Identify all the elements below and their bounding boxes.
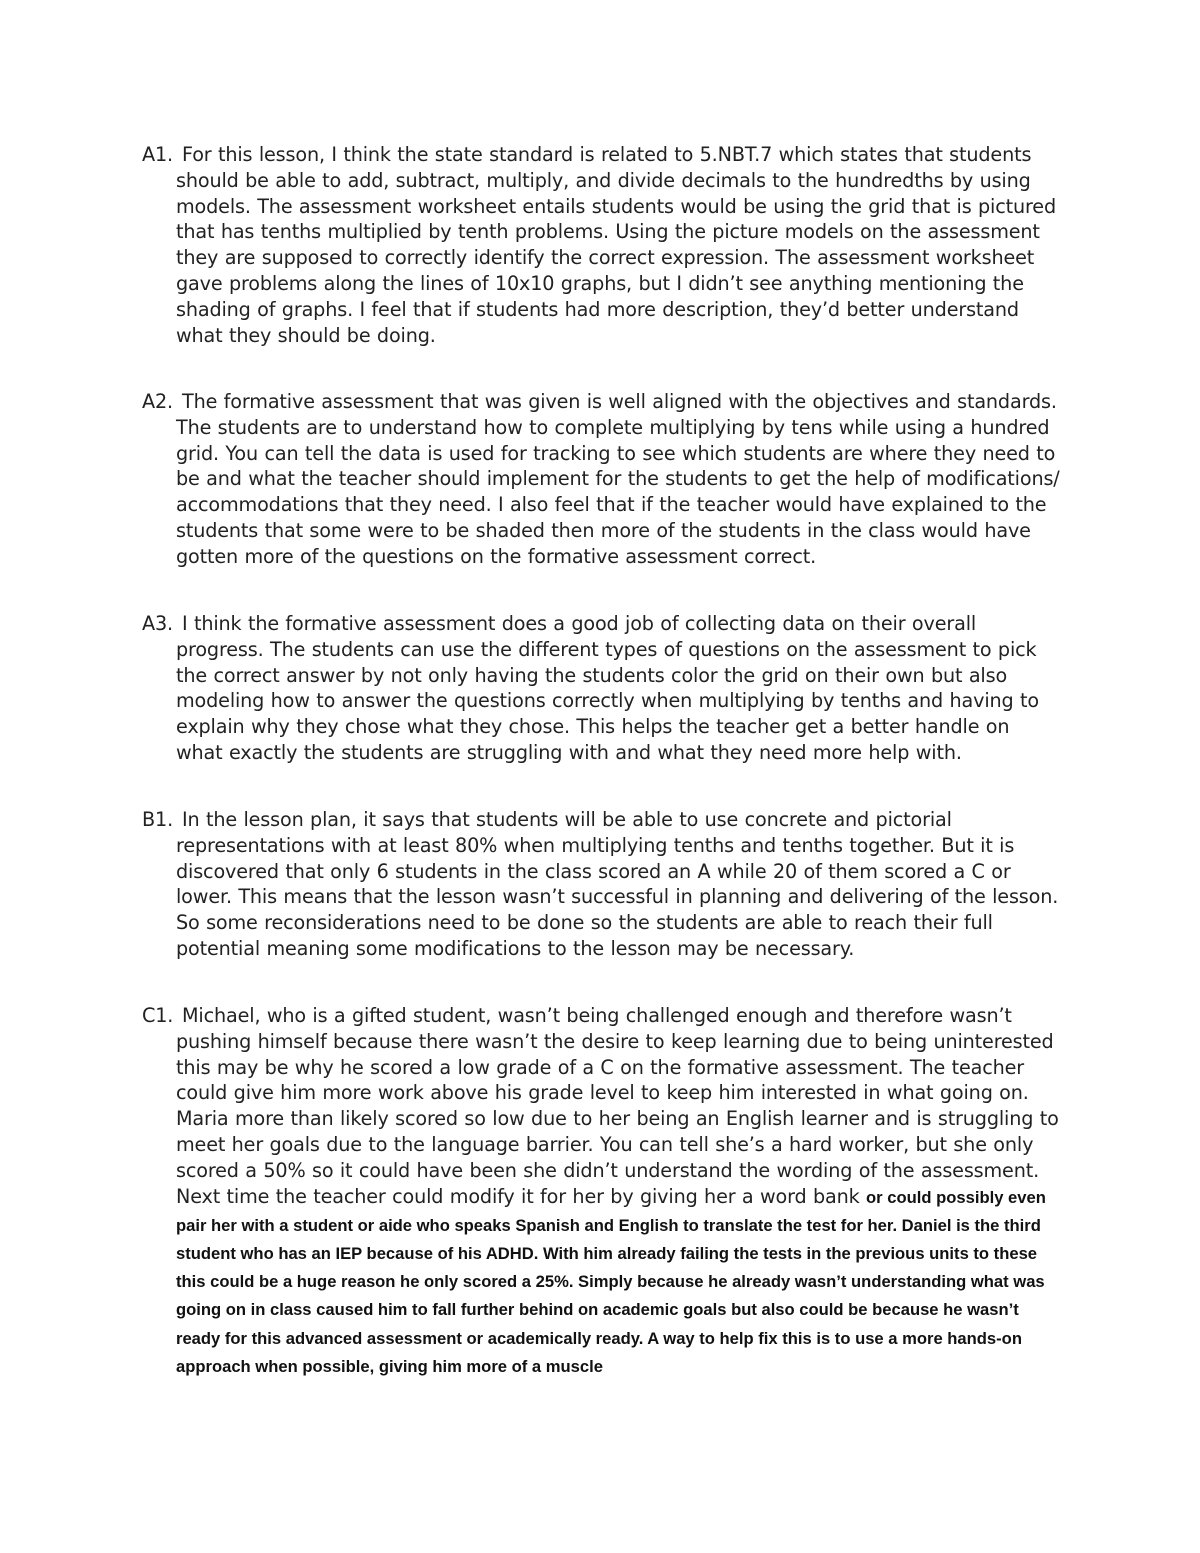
answer-a3-paragraph xyxy=(142,611,1062,766)
answer-b1-paragraph xyxy=(142,807,1062,962)
answer-a1-label: A1. xyxy=(142,143,173,166)
answer-a3-text: I think the formative assessment does a good job of collecting data on their overall progress. The students can use the different types of questions on the assessment to pick the correct answer by not only having the students color the grid on their own but also modeling how to answer the questions correctly when multiplying by tenths and having to explain why they chose what they chose. This helps the teacher get a better handle on what exactly the students are struggling with and what they need more help with. xyxy=(176,612,1039,764)
answer-c1-bold-continuation: or could possibly even pair her with a student or aide who speaks Spanish and English to translate the test for her. Daniel is the third student who has an IEP because of his ADHD. With him already failing the tests in the previous units to these this could be a huge reason he only scored a 25%. Simply because he already wasn’t understanding what was going on in class caused him to fall further behind on academic goals but also could be because he wasn’t ready for this advanced assessment or academically ready. A way to help fix this is to use a more hands-on approach when possible, giving him more of a muscle xyxy=(176,1187,1046,1376)
answer-c1-label: C1. xyxy=(142,1004,174,1027)
answer-a2-label: A2. xyxy=(142,390,173,413)
answer-a3 xyxy=(142,611,1062,766)
answer-c1 xyxy=(142,1003,1062,1381)
answer-b1-text: In the lesson plan, it says that students will be able to use concrete and pictorial representations with at least 80% when multiplying tenths and tenths together. But it is discovered that only 6 students in the class scored an A while 20 of them scored a C or lower. This means that the lesson wasn’t successful in planning and delivering of the lesson. So some reconsiderations need to be done so the students are able to reach their full potential meaning some modifications to the lesson may be necessary. xyxy=(176,808,1059,960)
answer-c1-paragraph xyxy=(142,1003,1062,1381)
answer-b1-label: B1. xyxy=(142,808,174,831)
answer-a2-text: The formative assessment that was given is well aligned with the objectives and standards. The students are to understand how to complete multiplying by tens while using a hundred grid. You can tell the data is used for tracking to see which students are where they need to be and what the teacher should implement for the students to get the help of modifications/ accommodations that they need. I also feel that if the teacher would have explained to the students that some were to be shaded then more of the students in the class would have gotten more of the questions on the formative assessment correct. xyxy=(176,390,1060,568)
answer-a3-label: A3. xyxy=(142,612,173,635)
answer-a1-paragraph xyxy=(142,142,1062,348)
answer-a1-text: For this lesson, I think the state standard is related to 5.NBT.7 which states that students should be able to add, subtract, multiply, and divide decimals to the hundredths by using models. The assessment worksheet entails students would be using the grid that is pictured that has tenths multiplied by tenth problems. Using the picture models on the assessment they are supposed to correctly identify the correct expression. The assessment worksheet gave problems along the lines of 10x10 graphs, but I didn’t see anything mentioning the shading of graphs. I feel that if students had more description, they’d better understand what they should be doing. xyxy=(176,143,1056,347)
answer-a2-paragraph xyxy=(142,389,1062,570)
answer-a1 xyxy=(142,142,1062,348)
answer-b1 xyxy=(142,807,1062,962)
answer-c1-text: Michael, who is a gifted student, wasn’t being challenged enough and therefore wasn’t pushing himself because there wasn’t the desire to keep learning due to being uninterested this may be why he scored a low grade of a C on the formative assessment. The teacher could give him more work above his grade level to keep him interested in what going on. Maria more than likely scored so low due to her being an English learner and is struggling to meet her goals due to the language barrier. You can tell she’s a hard worker, but she only scored a 50% so it could have been she didn’t understand the wording of the assessment. Next time the teacher could modify it for her by giving her a word bank xyxy=(176,1004,1059,1208)
answer-a2 xyxy=(142,389,1062,570)
